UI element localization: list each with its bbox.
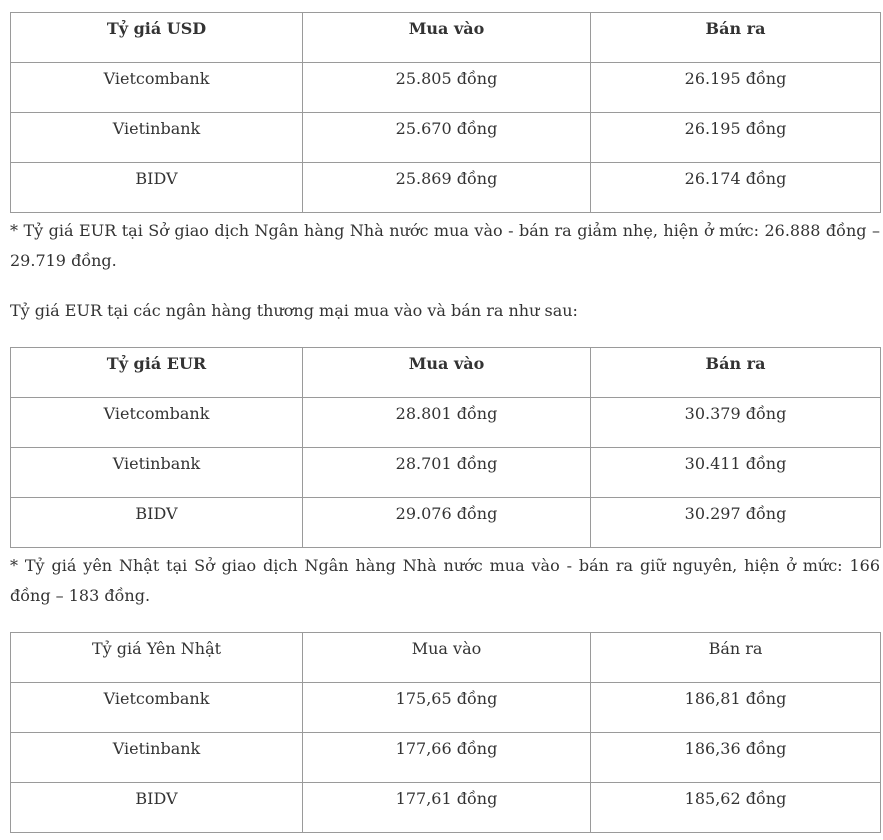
table-row xyxy=(11,783,881,833)
bank-name: Vietcombank xyxy=(11,63,303,113)
buy-rate: 29.076 đồng xyxy=(303,498,591,548)
eur-intro-paragraph: Tỷ giá EUR tại các ngân hàng thương mại mua vào và bán ra như sau: xyxy=(10,301,578,320)
header-currency: Tỷ giá Yên Nhật xyxy=(11,633,303,683)
buy-rate: 28.801 đồng xyxy=(303,398,591,448)
bank-name: BIDV xyxy=(11,163,303,213)
table-header-row xyxy=(11,633,881,683)
bank-name: Vietinbank xyxy=(11,113,303,163)
table-row xyxy=(11,163,881,213)
header-currency: Tỷ giá USD xyxy=(11,13,303,63)
sell-rate: 30.379 đồng xyxy=(591,398,881,448)
buy-rate: 25.670 đồng xyxy=(303,113,591,163)
sell-rate: 26.195 đồng xyxy=(591,63,881,113)
buy-rate: 25.869 đồng xyxy=(303,163,591,213)
header-buy: Mua vào xyxy=(303,348,591,398)
sell-rate: 186,81 đồng xyxy=(591,683,881,733)
table-row xyxy=(11,63,881,113)
buy-rate: 177,66 đồng xyxy=(303,733,591,783)
header-currency: Tỷ giá EUR xyxy=(11,348,303,398)
header-sell: Bán ra xyxy=(591,13,881,63)
table-header-row xyxy=(11,13,881,63)
table-row xyxy=(11,448,881,498)
bank-name: Vietcombank xyxy=(11,398,303,448)
buy-rate: 25.805 đồng xyxy=(303,63,591,113)
bank-name: Vietcombank xyxy=(11,683,303,733)
table-row xyxy=(11,683,881,733)
table-header-row xyxy=(11,348,881,398)
bank-name: Vietinbank xyxy=(11,448,303,498)
table-row xyxy=(11,733,881,783)
table-row xyxy=(11,113,881,163)
sell-rate: 185,62 đồng xyxy=(591,783,881,833)
bank-name: Vietinbank xyxy=(11,733,303,783)
table-row xyxy=(11,398,881,448)
sell-rate: 26.195 đồng xyxy=(591,113,881,163)
bank-name: BIDV xyxy=(11,498,303,548)
header-sell: Bán ra xyxy=(591,348,881,398)
table-row xyxy=(11,498,881,548)
header-buy: Mua vào xyxy=(303,633,591,683)
sell-rate: 186,36 đồng xyxy=(591,733,881,783)
sell-rate: 26.174 đồng xyxy=(591,163,881,213)
sell-rate: 30.411 đồng xyxy=(591,448,881,498)
eur-rate-table xyxy=(10,347,881,548)
eur-note-paragraph: * Tỷ giá EUR tại Sở giao dịch Ngân hàng Nhà nước mua vào - bán ra giảm nhẹ, hiện ở mức: 26.888 đồng – 29.719 đồng. xyxy=(10,221,880,270)
usd-rate-table xyxy=(10,12,881,213)
buy-rate: 177,61 đồng xyxy=(303,783,591,833)
sell-rate: 30.297 đồng xyxy=(591,498,881,548)
buy-rate: 28.701 đồng xyxy=(303,448,591,498)
bank-name: BIDV xyxy=(11,783,303,833)
header-buy: Mua vào xyxy=(303,13,591,63)
buy-rate: 175,65 đồng xyxy=(303,683,591,733)
header-sell: Bán ra xyxy=(591,633,881,683)
jpy-note-paragraph: * Tỷ giá yên Nhật tại Sở giao dịch Ngân hàng Nhà nước mua vào - bán ra giữ nguyên, hiện ở mức: 166 đồng – 183 đồng. xyxy=(10,556,880,605)
jpy-rate-table xyxy=(10,632,881,833)
